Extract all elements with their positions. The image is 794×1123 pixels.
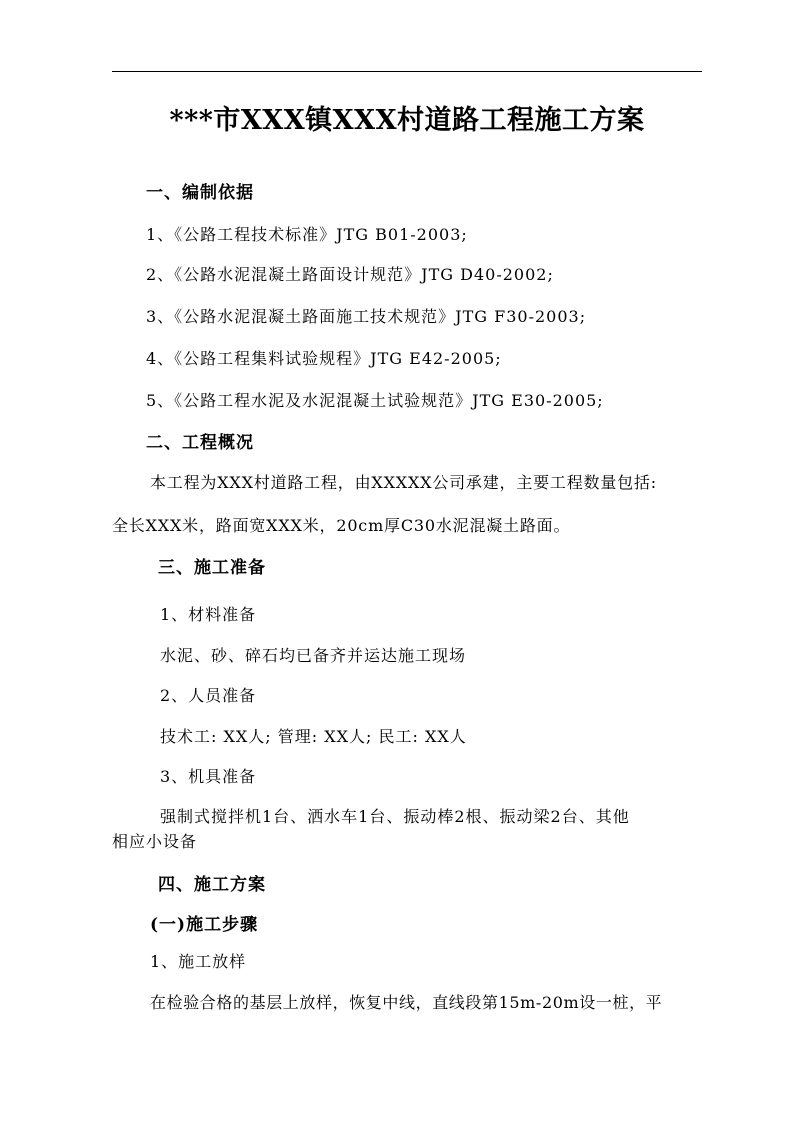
prep-equipment-text-2: 相应小设备 [112,832,198,851]
basis-item-4: 4、《公路工程集料试验规程》JTG E42-2005; [146,349,502,368]
overview-line-1: 本工程为XXX村道路工程，由XXXXX公司承建，主要工程数量包括: [150,473,657,492]
basis-item-3: 3、《公路水泥混凝土路面施工技术规范》JTG F30-2003; [146,307,587,326]
step-1-text: 在检验合格的基层上放样，恢复中线，直线段第15m-20m设一桩，平 [150,993,663,1012]
prep-equipment-heading: 3、机具准备 [160,767,257,786]
prep-materials-heading: 1、材料准备 [160,605,257,624]
section-3-heading: 三、施工准备 [158,558,266,578]
basis-item-1: 1、《公路工程技术标准》JTG B01-2003; [146,225,468,244]
prep-materials-text: 水泥、砂、碎石均已备齐并运达施工现场 [160,646,467,665]
basis-item-2: 2、《公路水泥混凝土路面设计规范》JTG D40-2002; [146,265,554,284]
header-rule [112,71,702,72]
document-title: ***市XXX镇XXX村道路工程施工方案 [169,105,645,136]
step-1-heading: 1、施工放样 [150,952,247,971]
prep-personnel-text: 技术工: XX人; 管理: XX人; 民工: XX人 [160,727,467,746]
section-4-heading: 四、施工方案 [158,875,266,895]
overview-line-2: 全长XXX米，路面宽XXX米，20cm厚C30水泥混凝土路面。 [112,516,571,535]
section-2-heading: 二、工程概况 [146,433,254,453]
section-1-heading: 一、编制依据 [146,183,254,203]
prep-personnel-heading: 2、人员准备 [160,686,257,705]
prep-equipment-text-1: 强制式搅拌机1台、洒水车1台、振动棒2根、振动梁2台、其他 [160,807,630,826]
basis-item-5: 5、《公路工程水泥及水泥混凝土试验规范》JTG E30-2005; [146,391,604,410]
construction-steps-heading: (一)施工步骤 [150,915,259,935]
